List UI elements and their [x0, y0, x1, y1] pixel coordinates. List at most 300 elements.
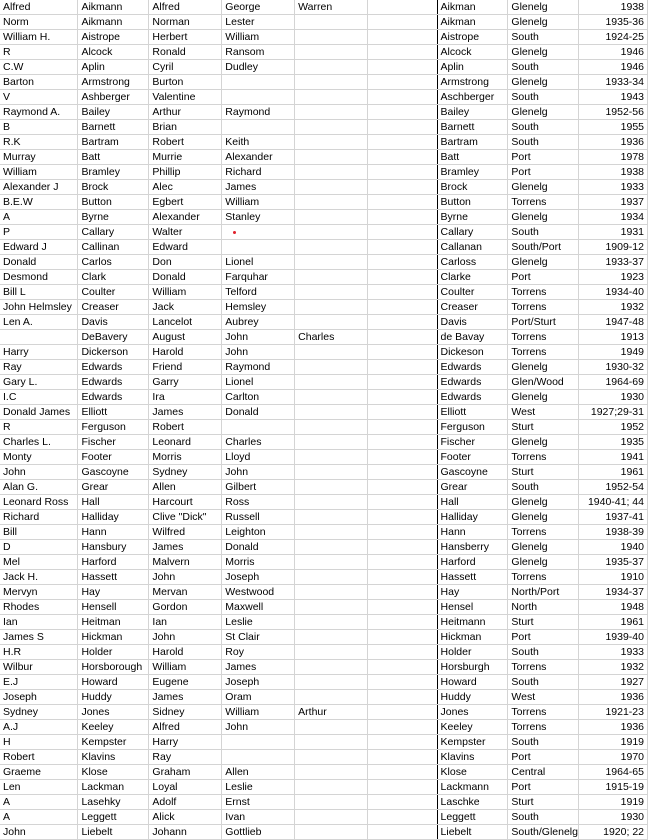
- nickname-cell[interactable]: Barton: [0, 75, 78, 90]
- given-name-cell[interactable]: Gordon: [149, 600, 222, 615]
- blank-cell[interactable]: [367, 675, 437, 690]
- nickname-cell[interactable]: Norm: [0, 15, 78, 30]
- middle-name-2-cell[interactable]: [295, 645, 368, 660]
- surname-cell[interactable]: Hall: [437, 495, 508, 510]
- surname-cell[interactable]: Callanan: [437, 240, 508, 255]
- given-name-cell[interactable]: Adolf: [149, 795, 222, 810]
- blank-cell[interactable]: [367, 90, 437, 105]
- surname-cell[interactable]: Clarke: [437, 270, 508, 285]
- blank-cell[interactable]: [367, 435, 437, 450]
- blank-cell[interactable]: [367, 600, 437, 615]
- years-cell[interactable]: 1932: [578, 660, 647, 675]
- middle-name-1-cell[interactable]: Ross: [222, 495, 295, 510]
- middle-name-2-cell[interactable]: [295, 210, 368, 225]
- listed-surname-cell[interactable]: Klavins: [78, 750, 149, 765]
- given-name-cell[interactable]: Harry: [149, 735, 222, 750]
- middle-name-2-cell[interactable]: [295, 480, 368, 495]
- club-cell[interactable]: Glenelg: [508, 0, 579, 15]
- years-cell[interactable]: 1946: [578, 45, 647, 60]
- listed-surname-cell[interactable]: Batt: [78, 150, 149, 165]
- surname-cell[interactable]: Edwards: [437, 360, 508, 375]
- middle-name-1-cell[interactable]: Lester: [222, 15, 295, 30]
- nickname-cell[interactable]: A: [0, 810, 78, 825]
- surname-cell[interactable]: Kempster: [437, 735, 508, 750]
- middle-name-1-cell[interactable]: Raymond: [222, 105, 295, 120]
- blank-cell[interactable]: [367, 330, 437, 345]
- listed-surname-cell[interactable]: Hassett: [78, 570, 149, 585]
- middle-name-1-cell[interactable]: Raymond: [222, 360, 295, 375]
- blank-cell[interactable]: [367, 540, 437, 555]
- middle-name-2-cell[interactable]: [295, 420, 368, 435]
- given-name-cell[interactable]: Eugene: [149, 675, 222, 690]
- surname-cell[interactable]: Byrne: [437, 210, 508, 225]
- years-cell[interactable]: 1913: [578, 330, 647, 345]
- middle-name-2-cell[interactable]: [295, 180, 368, 195]
- given-name-cell[interactable]: William: [149, 285, 222, 300]
- middle-name-1-cell[interactable]: Russell: [222, 510, 295, 525]
- listed-surname-cell[interactable]: Carlos: [78, 255, 149, 270]
- years-cell[interactable]: 1938: [578, 165, 647, 180]
- nickname-cell[interactable]: Donald James: [0, 405, 78, 420]
- listed-surname-cell[interactable]: Aplin: [78, 60, 149, 75]
- club-cell[interactable]: Torrens: [508, 720, 579, 735]
- surname-cell[interactable]: Dickeson: [437, 345, 508, 360]
- club-cell[interactable]: South: [508, 675, 579, 690]
- given-name-cell[interactable]: August: [149, 330, 222, 345]
- nickname-cell[interactable]: H.R: [0, 645, 78, 660]
- middle-name-1-cell[interactable]: Leslie: [222, 780, 295, 795]
- given-name-cell[interactable]: Egbert: [149, 195, 222, 210]
- middle-name-2-cell[interactable]: [295, 780, 368, 795]
- surname-cell[interactable]: Hickman: [437, 630, 508, 645]
- middle-name-1-cell[interactable]: Lloyd: [222, 450, 295, 465]
- club-cell[interactable]: Glenelg: [508, 105, 579, 120]
- listed-surname-cell[interactable]: Grear: [78, 480, 149, 495]
- given-name-cell[interactable]: Murrie: [149, 150, 222, 165]
- club-cell[interactable]: North/Port: [508, 585, 579, 600]
- listed-surname-cell[interactable]: Footer: [78, 450, 149, 465]
- middle-name-2-cell[interactable]: [295, 225, 368, 240]
- years-cell[interactable]: 1946: [578, 60, 647, 75]
- years-cell[interactable]: 1931: [578, 225, 647, 240]
- club-cell[interactable]: Central: [508, 765, 579, 780]
- club-cell[interactable]: Port: [508, 750, 579, 765]
- blank-cell[interactable]: [367, 210, 437, 225]
- club-cell[interactable]: South: [508, 120, 579, 135]
- blank-cell[interactable]: [367, 630, 437, 645]
- middle-name-1-cell[interactable]: Stanley: [222, 210, 295, 225]
- middle-name-1-cell[interactable]: Westwood: [222, 585, 295, 600]
- listed-surname-cell[interactable]: Edwards: [78, 375, 149, 390]
- given-name-cell[interactable]: Alick: [149, 810, 222, 825]
- middle-name-1-cell[interactable]: William: [222, 30, 295, 45]
- years-cell[interactable]: 1955: [578, 120, 647, 135]
- middle-name-2-cell[interactable]: [295, 255, 368, 270]
- nickname-cell[interactable]: Ray: [0, 360, 78, 375]
- blank-cell[interactable]: [367, 315, 437, 330]
- given-name-cell[interactable]: Malvern: [149, 555, 222, 570]
- blank-cell[interactable]: [367, 465, 437, 480]
- blank-cell[interactable]: [367, 645, 437, 660]
- years-cell[interactable]: 1964-69: [578, 375, 647, 390]
- years-cell[interactable]: 1936: [578, 690, 647, 705]
- years-cell[interactable]: 1948: [578, 600, 647, 615]
- middle-name-1-cell[interactable]: Allen: [222, 765, 295, 780]
- nickname-cell[interactable]: Alan G.: [0, 480, 78, 495]
- middle-name-1-cell[interactable]: Dudley: [222, 60, 295, 75]
- middle-name-1-cell[interactable]: [222, 420, 295, 435]
- nickname-cell[interactable]: Robert: [0, 750, 78, 765]
- given-name-cell[interactable]: Wilfred: [149, 525, 222, 540]
- nickname-cell[interactable]: R: [0, 45, 78, 60]
- given-name-cell[interactable]: Brian: [149, 120, 222, 135]
- nickname-cell[interactable]: William: [0, 165, 78, 180]
- years-cell[interactable]: 1964-65: [578, 765, 647, 780]
- years-cell[interactable]: 1940: [578, 540, 647, 555]
- middle-name-1-cell[interactable]: Keith: [222, 135, 295, 150]
- middle-name-2-cell[interactable]: [295, 675, 368, 690]
- club-cell[interactable]: Port: [508, 165, 579, 180]
- nickname-cell[interactable]: Len A.: [0, 315, 78, 330]
- years-cell[interactable]: 1923: [578, 270, 647, 285]
- middle-name-2-cell[interactable]: [295, 15, 368, 30]
- years-cell[interactable]: 1941: [578, 450, 647, 465]
- nickname-cell[interactable]: Charles L.: [0, 435, 78, 450]
- given-name-cell[interactable]: James: [149, 690, 222, 705]
- nickname-cell[interactable]: Joseph: [0, 690, 78, 705]
- middle-name-1-cell[interactable]: George: [222, 0, 295, 15]
- listed-surname-cell[interactable]: Byrne: [78, 210, 149, 225]
- blank-cell[interactable]: [367, 480, 437, 495]
- blank-cell[interactable]: [367, 135, 437, 150]
- nickname-cell[interactable]: H: [0, 735, 78, 750]
- given-name-cell[interactable]: Ronald: [149, 45, 222, 60]
- listed-surname-cell[interactable]: Hensell: [78, 600, 149, 615]
- given-name-cell[interactable]: Graham: [149, 765, 222, 780]
- nickname-cell[interactable]: D: [0, 540, 78, 555]
- years-cell[interactable]: 1915-19: [578, 780, 647, 795]
- listed-surname-cell[interactable]: Keeley: [78, 720, 149, 735]
- given-name-cell[interactable]: Robert: [149, 420, 222, 435]
- nickname-cell[interactable]: Donald: [0, 255, 78, 270]
- nickname-cell[interactable]: B.E.W: [0, 195, 78, 210]
- given-name-cell[interactable]: Allen: [149, 480, 222, 495]
- blank-cell[interactable]: [367, 720, 437, 735]
- years-cell[interactable]: 1938: [578, 0, 647, 15]
- nickname-cell[interactable]: Len: [0, 780, 78, 795]
- middle-name-2-cell[interactable]: [295, 690, 368, 705]
- years-cell[interactable]: 1961: [578, 465, 647, 480]
- nickname-cell[interactable]: Alexander J: [0, 180, 78, 195]
- years-cell[interactable]: 1933: [578, 180, 647, 195]
- years-cell[interactable]: 1920; 22: [578, 825, 647, 840]
- listed-surname-cell[interactable]: Hann: [78, 525, 149, 540]
- middle-name-1-cell[interactable]: John: [222, 720, 295, 735]
- years-cell[interactable]: 1978: [578, 150, 647, 165]
- years-cell[interactable]: 1938-39: [578, 525, 647, 540]
- listed-surname-cell[interactable]: Fischer: [78, 435, 149, 450]
- middle-name-2-cell[interactable]: [295, 540, 368, 555]
- middle-name-1-cell[interactable]: Farquhar: [222, 270, 295, 285]
- blank-cell[interactable]: [367, 495, 437, 510]
- given-name-cell[interactable]: Walter: [149, 225, 222, 240]
- years-cell[interactable]: 1935-37: [578, 555, 647, 570]
- club-cell[interactable]: Glenelg: [508, 540, 579, 555]
- surname-cell[interactable]: Klavins: [437, 750, 508, 765]
- club-cell[interactable]: Port/Sturt: [508, 315, 579, 330]
- middle-name-2-cell[interactable]: [295, 300, 368, 315]
- surname-cell[interactable]: Armstrong: [437, 75, 508, 90]
- blank-cell[interactable]: [367, 780, 437, 795]
- middle-name-1-cell[interactable]: Roy: [222, 645, 295, 660]
- blank-cell[interactable]: [367, 75, 437, 90]
- club-cell[interactable]: South: [508, 30, 579, 45]
- middle-name-1-cell[interactable]: Gilbert: [222, 480, 295, 495]
- listed-surname-cell[interactable]: Ashberger: [78, 90, 149, 105]
- listed-surname-cell[interactable]: Kempster: [78, 735, 149, 750]
- blank-cell[interactable]: [367, 255, 437, 270]
- club-cell[interactable]: Torrens: [508, 330, 579, 345]
- years-cell[interactable]: 1919: [578, 795, 647, 810]
- nickname-cell[interactable]: Graeme: [0, 765, 78, 780]
- middle-name-2-cell[interactable]: [295, 375, 368, 390]
- club-cell[interactable]: South: [508, 480, 579, 495]
- nickname-cell[interactable]: Desmond: [0, 270, 78, 285]
- surname-cell[interactable]: Leggett: [437, 810, 508, 825]
- blank-cell[interactable]: [367, 795, 437, 810]
- club-cell[interactable]: South: [508, 735, 579, 750]
- years-cell[interactable]: 1939-40: [578, 630, 647, 645]
- nickname-cell[interactable]: James S: [0, 630, 78, 645]
- blank-cell[interactable]: [367, 555, 437, 570]
- blank-cell[interactable]: [367, 825, 437, 840]
- listed-surname-cell[interactable]: Elliott: [78, 405, 149, 420]
- listed-surname-cell[interactable]: Hansbury: [78, 540, 149, 555]
- middle-name-2-cell[interactable]: [295, 735, 368, 750]
- blank-cell[interactable]: [367, 120, 437, 135]
- middle-name-1-cell[interactable]: Morris: [222, 555, 295, 570]
- listed-surname-cell[interactable]: Harford: [78, 555, 149, 570]
- middle-name-2-cell[interactable]: [295, 450, 368, 465]
- middle-name-1-cell[interactable]: William: [222, 705, 295, 720]
- middle-name-2-cell[interactable]: [295, 30, 368, 45]
- surname-cell[interactable]: Barnett: [437, 120, 508, 135]
- listed-surname-cell[interactable]: Bramley: [78, 165, 149, 180]
- nickname-cell[interactable]: Alfred: [0, 0, 78, 15]
- middle-name-2-cell[interactable]: [295, 435, 368, 450]
- given-name-cell[interactable]: Cyril: [149, 60, 222, 75]
- surname-cell[interactable]: Keeley: [437, 720, 508, 735]
- nickname-cell[interactable]: Edward J: [0, 240, 78, 255]
- listed-surname-cell[interactable]: Huddy: [78, 690, 149, 705]
- given-name-cell[interactable]: Valentine: [149, 90, 222, 105]
- nickname-cell[interactable]: Murray: [0, 150, 78, 165]
- blank-cell[interactable]: [367, 735, 437, 750]
- given-name-cell[interactable]: James: [149, 540, 222, 555]
- middle-name-1-cell[interactable]: Telford: [222, 285, 295, 300]
- listed-surname-cell[interactable]: Davis: [78, 315, 149, 330]
- years-cell[interactable]: 1930: [578, 810, 647, 825]
- years-cell[interactable]: 1932: [578, 300, 647, 315]
- surname-cell[interactable]: Grear: [437, 480, 508, 495]
- listed-surname-cell[interactable]: Jones: [78, 705, 149, 720]
- listed-surname-cell[interactable]: Brock: [78, 180, 149, 195]
- years-cell[interactable]: 1936: [578, 720, 647, 735]
- blank-cell[interactable]: [367, 660, 437, 675]
- middle-name-1-cell[interactable]: St Clair: [222, 630, 295, 645]
- years-cell[interactable]: 1909-12: [578, 240, 647, 255]
- given-name-cell[interactable]: Herbert: [149, 30, 222, 45]
- years-cell[interactable]: 1910: [578, 570, 647, 585]
- years-cell[interactable]: 1952-56: [578, 105, 647, 120]
- middle-name-1-cell[interactable]: Maxwell: [222, 600, 295, 615]
- given-name-cell[interactable]: Clive "Dick": [149, 510, 222, 525]
- blank-cell[interactable]: [367, 180, 437, 195]
- listed-surname-cell[interactable]: Heitman: [78, 615, 149, 630]
- given-name-cell[interactable]: Loyal: [149, 780, 222, 795]
- middle-name-1-cell[interactable]: Ransom: [222, 45, 295, 60]
- club-cell[interactable]: Torrens: [508, 195, 579, 210]
- years-cell[interactable]: 1933: [578, 645, 647, 660]
- blank-cell[interactable]: [367, 300, 437, 315]
- given-name-cell[interactable]: Ian: [149, 615, 222, 630]
- given-name-cell[interactable]: Robert: [149, 135, 222, 150]
- blank-cell[interactable]: [367, 60, 437, 75]
- club-cell[interactable]: South: [508, 90, 579, 105]
- nickname-cell[interactable]: I.C: [0, 390, 78, 405]
- given-name-cell[interactable]: Ira: [149, 390, 222, 405]
- surname-cell[interactable]: Edwards: [437, 375, 508, 390]
- middle-name-1-cell[interactable]: [222, 735, 295, 750]
- given-name-cell[interactable]: Alfred: [149, 0, 222, 15]
- middle-name-1-cell[interactable]: [222, 90, 295, 105]
- given-name-cell[interactable]: Donald: [149, 270, 222, 285]
- club-cell[interactable]: Torrens: [508, 660, 579, 675]
- club-cell[interactable]: South: [508, 225, 579, 240]
- blank-cell[interactable]: [367, 570, 437, 585]
- middle-name-2-cell[interactable]: [295, 390, 368, 405]
- surname-cell[interactable]: Coulter: [437, 285, 508, 300]
- nickname-cell[interactable]: Raymond A.: [0, 105, 78, 120]
- surname-cell[interactable]: Horsburgh: [437, 660, 508, 675]
- years-cell[interactable]: 1940-41; 44: [578, 495, 647, 510]
- given-name-cell[interactable]: Ray: [149, 750, 222, 765]
- middle-name-1-cell[interactable]: James: [222, 660, 295, 675]
- surname-cell[interactable]: Harford: [437, 555, 508, 570]
- given-name-cell[interactable]: Burton: [149, 75, 222, 90]
- surname-cell[interactable]: Button: [437, 195, 508, 210]
- listed-surname-cell[interactable]: Leggett: [78, 810, 149, 825]
- surname-cell[interactable]: Fischer: [437, 435, 508, 450]
- blank-cell[interactable]: [367, 30, 437, 45]
- years-cell[interactable]: 1919: [578, 735, 647, 750]
- listed-surname-cell[interactable]: Callary: [78, 225, 149, 240]
- blank-cell[interactable]: [367, 15, 437, 30]
- nickname-cell[interactable]: A: [0, 795, 78, 810]
- middle-name-1-cell[interactable]: [222, 225, 295, 240]
- middle-name-2-cell[interactable]: [295, 360, 368, 375]
- middle-name-1-cell[interactable]: Joseph: [222, 570, 295, 585]
- years-cell[interactable]: 1937-41: [578, 510, 647, 525]
- surname-cell[interactable]: Laschke: [437, 795, 508, 810]
- given-name-cell[interactable]: Mervan: [149, 585, 222, 600]
- club-cell[interactable]: North: [508, 600, 579, 615]
- middle-name-2-cell[interactable]: [295, 345, 368, 360]
- years-cell[interactable]: 1930-32: [578, 360, 647, 375]
- surname-cell[interactable]: Aschberger: [437, 90, 508, 105]
- club-cell[interactable]: Glenelg: [508, 255, 579, 270]
- club-cell[interactable]: South: [508, 810, 579, 825]
- nickname-cell[interactable]: Richard: [0, 510, 78, 525]
- surname-cell[interactable]: Bramley: [437, 165, 508, 180]
- given-name-cell[interactable]: Arthur: [149, 105, 222, 120]
- club-cell[interactable]: West: [508, 405, 579, 420]
- middle-name-2-cell[interactable]: [295, 720, 368, 735]
- club-cell[interactable]: Glenelg: [508, 360, 579, 375]
- given-name-cell[interactable]: John: [149, 570, 222, 585]
- years-cell[interactable]: 1934: [578, 210, 647, 225]
- years-cell[interactable]: 1935: [578, 435, 647, 450]
- nickname-cell[interactable]: Mel: [0, 555, 78, 570]
- given-name-cell[interactable]: Phillip: [149, 165, 222, 180]
- given-name-cell[interactable]: Jack: [149, 300, 222, 315]
- years-cell[interactable]: 1927;29-31: [578, 405, 647, 420]
- years-cell[interactable]: 1936: [578, 135, 647, 150]
- middle-name-2-cell[interactable]: Warren: [295, 0, 368, 15]
- middle-name-2-cell[interactable]: [295, 45, 368, 60]
- middle-name-2-cell[interactable]: Arthur: [295, 705, 368, 720]
- years-cell[interactable]: 1947-48: [578, 315, 647, 330]
- middle-name-1-cell[interactable]: Gottlieb: [222, 825, 295, 840]
- surname-cell[interactable]: Hassett: [437, 570, 508, 585]
- listed-surname-cell[interactable]: Lasehky: [78, 795, 149, 810]
- middle-name-1-cell[interactable]: Ivan: [222, 810, 295, 825]
- surname-cell[interactable]: Edwards: [437, 390, 508, 405]
- middle-name-2-cell[interactable]: [295, 270, 368, 285]
- club-cell[interactable]: Glenelg: [508, 75, 579, 90]
- blank-cell[interactable]: [367, 270, 437, 285]
- blank-cell[interactable]: [367, 585, 437, 600]
- given-name-cell[interactable]: Leonard: [149, 435, 222, 450]
- surname-cell[interactable]: de Bavay: [437, 330, 508, 345]
- surname-cell[interactable]: Lackmann: [437, 780, 508, 795]
- listed-surname-cell[interactable]: Hay: [78, 585, 149, 600]
- club-cell[interactable]: Glenelg: [508, 510, 579, 525]
- surname-cell[interactable]: Bailey: [437, 105, 508, 120]
- listed-surname-cell[interactable]: DeBavery: [78, 330, 149, 345]
- surname-cell[interactable]: Hann: [437, 525, 508, 540]
- blank-cell[interactable]: [367, 45, 437, 60]
- given-name-cell[interactable]: Norman: [149, 15, 222, 30]
- nickname-cell[interactable]: C.W: [0, 60, 78, 75]
- nickname-cell[interactable]: Harry: [0, 345, 78, 360]
- middle-name-2-cell[interactable]: [295, 555, 368, 570]
- given-name-cell[interactable]: Harold: [149, 345, 222, 360]
- surname-cell[interactable]: Klose: [437, 765, 508, 780]
- blank-cell[interactable]: [367, 420, 437, 435]
- years-cell[interactable]: 1924-25: [578, 30, 647, 45]
- blank-cell[interactable]: [367, 450, 437, 465]
- surname-cell[interactable]: Hansberry: [437, 540, 508, 555]
- middle-name-1-cell[interactable]: John: [222, 465, 295, 480]
- middle-name-1-cell[interactable]: Leslie: [222, 615, 295, 630]
- nickname-cell[interactable]: V: [0, 90, 78, 105]
- club-cell[interactable]: Sturt: [508, 420, 579, 435]
- surname-cell[interactable]: Bartram: [437, 135, 508, 150]
- surname-cell[interactable]: Creaser: [437, 300, 508, 315]
- club-cell[interactable]: Port: [508, 270, 579, 285]
- listed-surname-cell[interactable]: Armstrong: [78, 75, 149, 90]
